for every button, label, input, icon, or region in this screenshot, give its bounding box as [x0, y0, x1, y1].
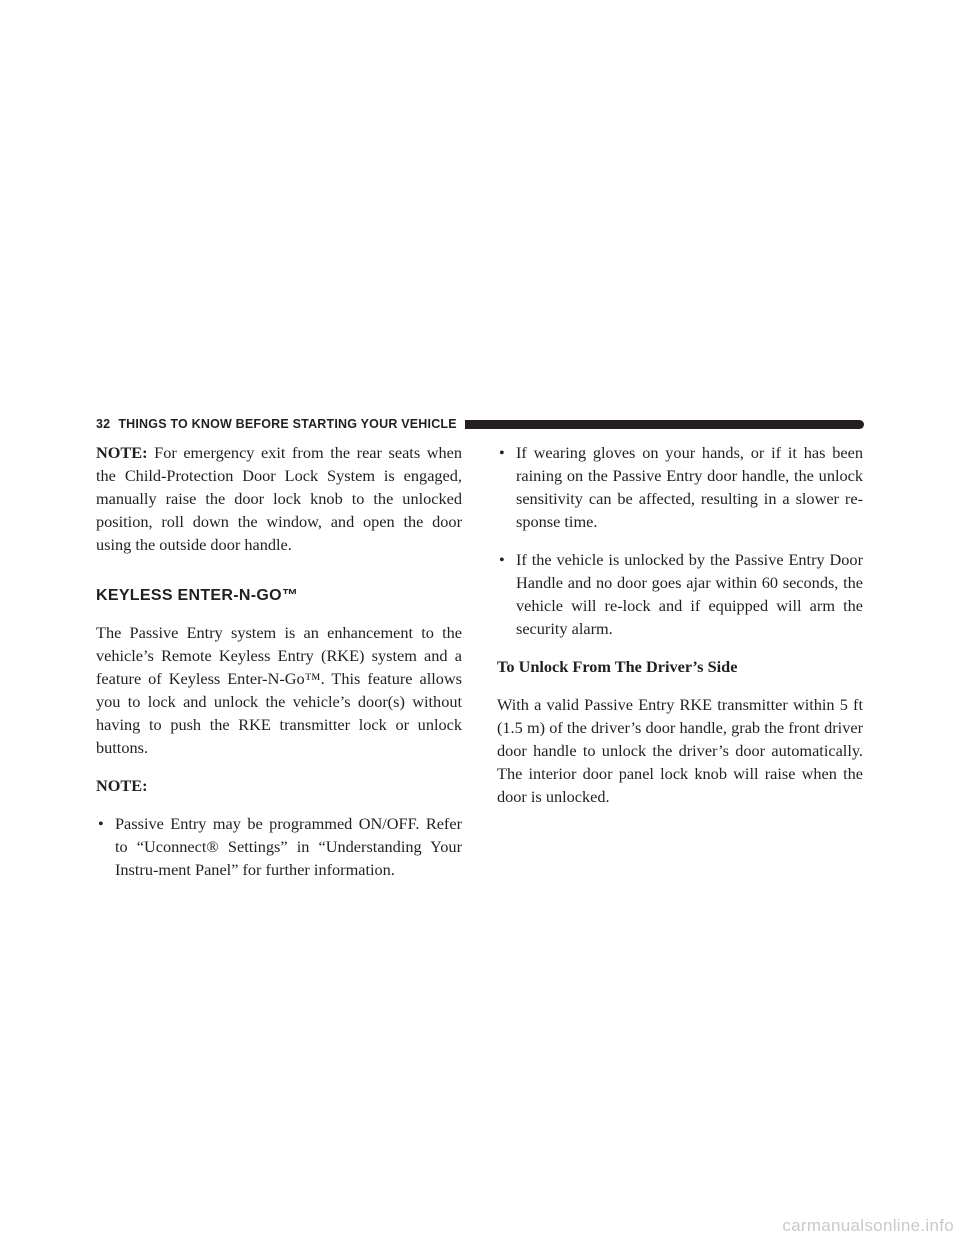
unlock-paragraph: With a valid Passive Entry RKE transmitter within 5 ft (1.5 m) of the driver’s door handle, grab the front driver door handle to unlock the driver’s door automatically. The interior door panel lock knob will raise when the door is unlocked. [497, 695, 863, 806]
watermark: carmanualsonline.info [782, 1216, 954, 1235]
bullet-icon: • [98, 814, 104, 833]
running-title: THINGS TO KNOW BEFORE STARTING YOUR VEHICLE [118, 417, 457, 431]
list-item-text: If the vehicle is unlocked by the Passive Entry Door Handle and no door goes ajar within 60 seconds, the vehicle will re-lock and if equipped will arm the security alarm. [516, 550, 863, 638]
bullet-icon: • [499, 550, 505, 569]
note-text: For emergency exit from the rear seats when the Child-Protection Door Lock System is engaged, manually raise the door lock knob to the unlocked position, roll down the window, and open the door using the outside door handle. [96, 443, 462, 554]
page-header [96, 417, 864, 431]
page-number: 32 [96, 417, 111, 431]
intro-paragraph: The Passive Entry system is an enhancement to the vehicle’s Remote Keyless Entry (RKE) system and a feature of Keyless Enter-N-Go™. This feature allows you to lock and unlock the vehicle’s door(s) without having to push the RKE transmitter lock or unlock buttons. [96, 623, 462, 757]
subheading: To Unlock From The Driver’s Side [497, 657, 738, 676]
list-item [96, 812, 462, 881]
note-label-2: NOTE: [96, 776, 148, 795]
list-item [497, 441, 863, 533]
left-column [96, 441, 462, 881]
emergency-exit-note [96, 441, 462, 556]
section-heading: KEYLESS ENTER-N-GO™ [96, 587, 299, 604]
header-rule [465, 420, 864, 429]
note-label: NOTE: [96, 443, 148, 462]
list-item-text: If wearing gloves on your hands, or if it has been raining on the Passive Entry door handle, the unlock sensitivity can be affected, resulting in a slower re-sponse time. [516, 443, 863, 531]
right-column [497, 441, 863, 808]
list-item [497, 548, 863, 640]
list-item-text: Passive Entry may be programmed ON/OFF. Refer to “Uconnect® Settings” in “Understanding Your Instru-ment Panel” for further information. [115, 814, 462, 879]
bullet-icon: • [499, 443, 505, 462]
